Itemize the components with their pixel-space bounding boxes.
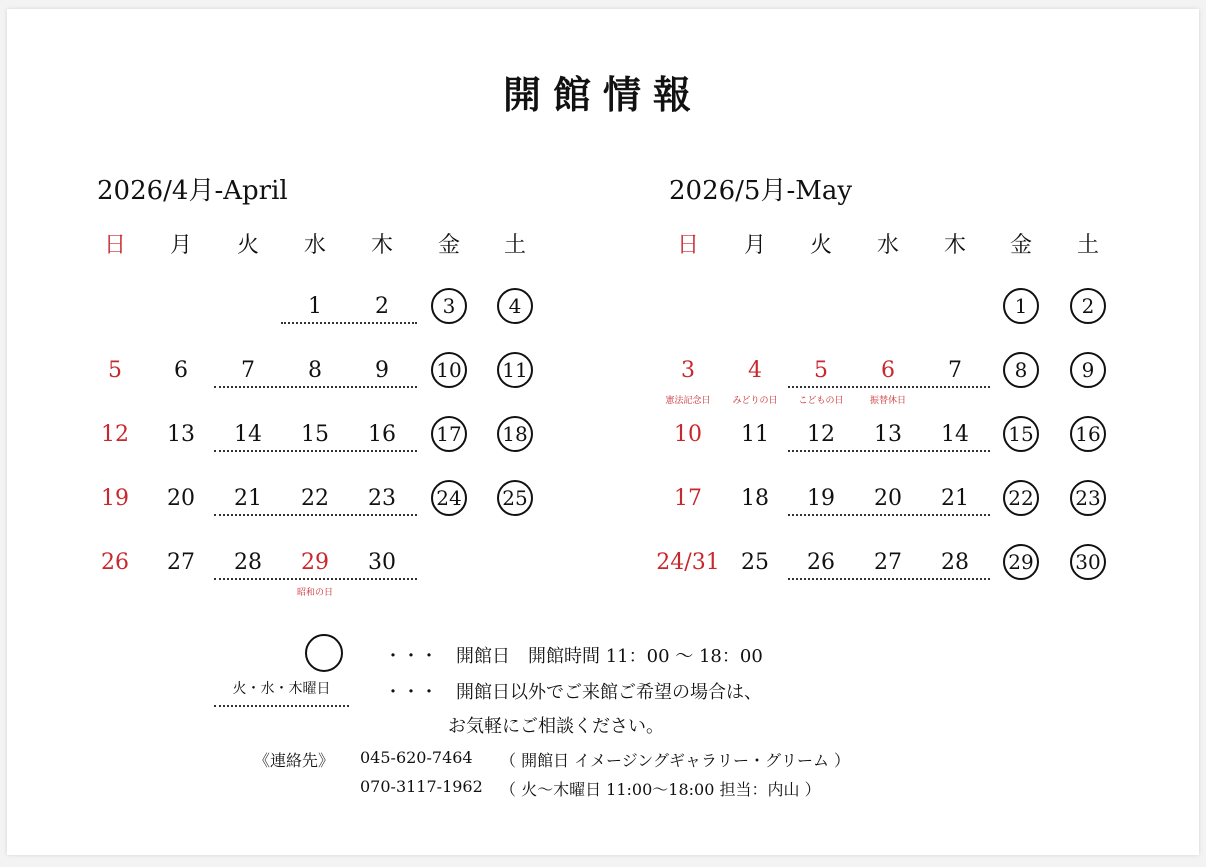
- day-number: 19: [807, 485, 835, 511]
- day-cell: [856, 414, 920, 454]
- open-day-circle: 4: [497, 288, 533, 324]
- day-cell: [643, 542, 733, 582]
- day-cell: [856, 542, 920, 582]
- day-number: 8: [308, 357, 322, 383]
- day-cell: [83, 414, 147, 454]
- day-number: 6: [174, 357, 188, 383]
- open-day-circle: 10: [431, 352, 467, 388]
- open-day-circle: 22: [1003, 480, 1039, 516]
- dotted-underline: [214, 578, 417, 580]
- weekday-header: 火: [809, 232, 832, 258]
- open-day-legend-circle: [305, 634, 343, 672]
- day-cell: [723, 350, 787, 390]
- holiday-label: こどもの日: [798, 396, 844, 406]
- holiday-label: みどりの日: [732, 396, 778, 406]
- dotted-underline-legend: [214, 705, 349, 707]
- weekday-header: 月: [743, 232, 766, 258]
- open-day-circle: 23: [1070, 480, 1106, 516]
- open-day-cell: [1056, 414, 1120, 454]
- legend-days-label: 火・水・木曜日: [232, 681, 331, 697]
- day-number: 28: [234, 549, 262, 575]
- day-number: 5: [108, 357, 122, 383]
- weekday-header: 土: [503, 232, 526, 258]
- open-day-cell: [483, 350, 547, 390]
- day-cell: [149, 478, 213, 518]
- day-number: 23: [368, 485, 396, 511]
- weekday-header: 日: [103, 232, 126, 258]
- day-number: 4: [748, 357, 762, 383]
- day-cell: [149, 542, 213, 582]
- day-number: 7: [241, 357, 255, 383]
- day-cell: [656, 350, 720, 390]
- open-day-circle: 9: [1070, 352, 1106, 388]
- day-number: 9: [375, 357, 389, 383]
- day-number: 29: [301, 549, 329, 575]
- day-cell: [283, 414, 347, 454]
- legend-open-text: ・・・ 開館日 開館時間 11：00 〜 18：00: [384, 646, 763, 667]
- day-number: 3: [681, 357, 695, 383]
- day-cell: [723, 414, 787, 454]
- day-number: 14: [234, 421, 262, 447]
- weekday-header: 土: [1076, 232, 1099, 258]
- open-day-circle: 25: [497, 480, 533, 516]
- day-number: 19: [101, 485, 129, 511]
- holiday-label: 憲法記念日: [665, 396, 711, 406]
- day-cell: [83, 350, 147, 390]
- day-number: 7: [948, 357, 962, 383]
- day-cell: [83, 542, 147, 582]
- day-cell: [923, 414, 987, 454]
- open-day-cell: [483, 286, 547, 326]
- open-day-circle: 3: [431, 288, 467, 324]
- open-day-cell: [417, 286, 481, 326]
- day-cell: [283, 542, 347, 582]
- weekday-header: 水: [876, 232, 899, 258]
- day-cell: [789, 542, 853, 582]
- dotted-underline: [281, 322, 417, 324]
- day-cell: [149, 414, 213, 454]
- day-number: 10: [674, 421, 702, 447]
- open-day-cell: [1056, 542, 1120, 582]
- weekday-header: 木: [943, 232, 966, 258]
- day-number: 15: [301, 421, 329, 447]
- open-day-cell: [989, 414, 1053, 454]
- day-number: 26: [807, 549, 835, 575]
- day-cell: [923, 350, 987, 390]
- open-day-cell: [1056, 286, 1120, 326]
- day-number: 30: [368, 549, 396, 575]
- dotted-underline: [788, 514, 990, 516]
- weekday-header: 日: [676, 232, 699, 258]
- day-cell: [283, 350, 347, 390]
- contact-label: 《連絡先》: [254, 751, 335, 770]
- day-number: 5: [814, 357, 828, 383]
- dotted-underline: [788, 386, 990, 388]
- legend-consult-line2: お気軽にご相談ください。: [448, 716, 664, 737]
- day-cell: [923, 542, 987, 582]
- day-number: 27: [167, 549, 195, 575]
- dotted-underline: [788, 578, 990, 580]
- open-day-cell: [989, 350, 1053, 390]
- day-number: 20: [874, 485, 902, 511]
- open-day-circle: 11: [497, 352, 533, 388]
- day-cell: [923, 478, 987, 518]
- day-cell: [350, 478, 414, 518]
- open-day-cell: [483, 478, 547, 518]
- holiday-label: 振替休日: [869, 396, 906, 406]
- day-cell: [149, 350, 213, 390]
- day-cell: [856, 350, 920, 390]
- open-day-circle: 24: [431, 480, 467, 516]
- open-day-cell: [989, 542, 1053, 582]
- day-number: 22: [301, 485, 329, 511]
- page-title: 開館情報: [502, 72, 703, 117]
- day-number: 26: [101, 549, 129, 575]
- day-number: 17: [674, 485, 702, 511]
- day-cell: [283, 478, 347, 518]
- day-number: 28: [941, 549, 969, 575]
- contact-phone1: 045-620-7464: [360, 748, 473, 767]
- day-cell: [350, 286, 414, 326]
- day-number: 25: [741, 549, 769, 575]
- open-day-circle: 2: [1070, 288, 1106, 324]
- open-day-cell: [417, 414, 481, 454]
- contact-phone2: 070-3117-1962: [360, 777, 483, 796]
- holiday-label: 昭和の日: [296, 588, 333, 598]
- day-number: 18: [741, 485, 769, 511]
- day-cell: [856, 478, 920, 518]
- open-day-cell: [989, 286, 1053, 326]
- day-cell: [789, 478, 853, 518]
- day-number: 27: [874, 549, 902, 575]
- open-day-cell: [417, 350, 481, 390]
- weekday-header: 火: [236, 232, 259, 258]
- day-number: 20: [167, 485, 195, 511]
- day-cell: [350, 414, 414, 454]
- legend-consult-line1: ・・・ 開館日以外でご来館ご希望の場合は、: [384, 682, 762, 703]
- day-cell: [216, 350, 280, 390]
- day-number: 21: [234, 485, 262, 511]
- day-number: 13: [874, 421, 902, 447]
- day-cell: [216, 478, 280, 518]
- open-day-circle: 30: [1070, 544, 1106, 580]
- day-number: 21: [941, 485, 969, 511]
- day-number: 12: [101, 421, 129, 447]
- day-number: 13: [167, 421, 195, 447]
- day-number: 6: [881, 357, 895, 383]
- open-day-cell: [1056, 350, 1120, 390]
- day-number: 14: [941, 421, 969, 447]
- weekday-header: 金: [437, 232, 460, 258]
- day-number: 24/31: [656, 549, 720, 575]
- dotted-underline: [214, 514, 417, 516]
- day-cell: [723, 542, 787, 582]
- dotted-underline: [214, 450, 417, 452]
- day-cell: [216, 414, 280, 454]
- day-cell: [656, 478, 720, 518]
- open-day-cell: [989, 478, 1053, 518]
- weekday-header: 木: [370, 232, 393, 258]
- day-cell: [656, 414, 720, 454]
- open-day-circle: 1: [1003, 288, 1039, 324]
- open-day-circle: 18: [497, 416, 533, 452]
- day-number: 12: [807, 421, 835, 447]
- open-day-circle: 17: [431, 416, 467, 452]
- day-cell: [283, 286, 347, 326]
- day-cell: [83, 478, 147, 518]
- day-number: 1: [308, 293, 322, 319]
- day-number: 11: [741, 421, 769, 447]
- day-cell: [789, 350, 853, 390]
- open-day-circle: 15: [1003, 416, 1039, 452]
- dotted-underline: [214, 386, 417, 388]
- day-cell: [350, 542, 414, 582]
- day-cell: [216, 542, 280, 582]
- open-day-circle: 29: [1003, 544, 1039, 580]
- dotted-underline: [788, 450, 990, 452]
- open-day-circle: 16: [1070, 416, 1106, 452]
- open-day-cell: [1056, 478, 1120, 518]
- day-number: 16: [368, 421, 396, 447]
- may-title: 2026/5月-May: [669, 176, 853, 206]
- weekday-header: 水: [303, 232, 326, 258]
- weekday-header: 金: [1009, 232, 1032, 258]
- day-number: 2: [375, 293, 389, 319]
- open-day-cell: [417, 478, 481, 518]
- contact-note2: （ 火〜木曜日 11:00〜18:00 担当：内山 ）: [500, 780, 821, 799]
- open-day-circle: 8: [1003, 352, 1039, 388]
- open-day-cell: [483, 414, 547, 454]
- contact-note1: （ 開館日 イメージングギャラリー・グリーム ）: [500, 751, 851, 770]
- day-cell: [723, 478, 787, 518]
- day-cell: [350, 350, 414, 390]
- weekday-header: 月: [169, 232, 192, 258]
- day-cell: [789, 414, 853, 454]
- april-title: 2026/4月-April: [97, 176, 288, 206]
